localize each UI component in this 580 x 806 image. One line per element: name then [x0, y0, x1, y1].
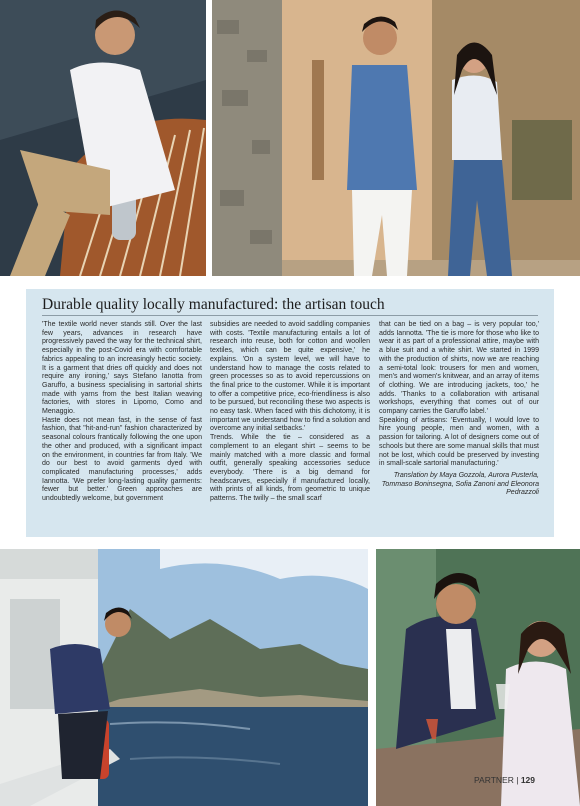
paragraph: subsidies are needed to avoid saddling companies with costs. 'Textile manufacturing entails a lot of research into reuse, both for cotton and woollen textiles, which can be quite expensive,' he explains. 'On a system level, we will have to understand how to manage the costs related to green processes so as to avoid repercussions on the final price to the customer. While it is important to offer a competitive price, eco-friendliness is also to be pursued, but reconciling these two aspects is no easy task. When faced with this dichotomy, it is important we understand how to find a solution and overcome any initial setbacks.'	[210, 321, 370, 433]
photo-man-on-boat	[0, 0, 206, 276]
brand-name: PARTNER	[474, 775, 514, 785]
article-title: Durable quality locally manufactured: the artisan touch	[42, 296, 385, 313]
article-column-3	[379, 321, 539, 498]
paragraph: that can be tied on a bag – is very popular too,' adds Iannotta. 'The tie is more for those who like to wear it as part of a professional attire, maybe with a blue suit and a white shirt. We started in 1999 with the production of shirts, now we are reaching a semi-total look: trousers for men and women, men's and women's knitwear, and an array of items of clothing. We are introducing jackets, too,' he adds. 'Thanks to a collaboration with artisanal workshops, everything that comes out of our company carries the Garuffo label.'	[379, 321, 539, 416]
page-number: 129	[520, 775, 535, 785]
translation-credit: Translation by Maya Gozzola, Aurora Pusterla, Tommaso Boninsegna, Sofia Zanoni and Eleonora Pedrazzoli	[381, 471, 539, 497]
paragraph: Haste does not mean fast, in the sense of fast fashion, that "hit-and-run" fashion characterized by seasonal colours frantically following the one upon the other and produced, with a significant impact on the environment, in countries far from Italy. 'We do our best to avoid garments dyed with complicated manufacturing processes,' adds Iannotta. 'We prefer long-lasting quality garments: fewer but better.' Green approaches are undoubtedly welcome, but government	[42, 416, 202, 503]
title-divider	[42, 315, 538, 316]
paragraph: 'The textile world never stands still. Over the last few years, advances in research have progressively paved the way for the technical shirt, especially in the post-Covid era with comfortable fabrics appealing to an increasingly hectic society. It is a garment that dries off quickly and does not require any ironing,' says Stefano Ianotta from Garuffo, a business specialising in sartorial shirts made with yarns from the best Italian weaving factories, with stores in Lipomo, Como and Menaggio.	[42, 321, 202, 416]
paragraph: Trends. While the tie – considered as a complement to an elegant shirt – seems to be mainly matched with a more classic and formal outfit, generally speaking accessories seduce everybody. 'There is a big demand for headscarves, especially if manufactured locally, with prints of all kinds, from geometric to unique patterns. The twilly – the small scarf	[210, 434, 370, 503]
article-column-1	[42, 321, 202, 504]
article-column-2	[210, 321, 370, 504]
photo-man-on-lake-boat	[0, 549, 368, 806]
photo-couple-walking	[212, 0, 580, 276]
page-footer	[474, 775, 535, 785]
photo-couple-with-wine	[376, 549, 580, 806]
paragraph: Speaking of artisans: 'Eventually, I would love to hire young people, men and women, with a passion for tailoring. A lot of designers come out of schools but there are some manual skills that must not be lost, which could be preserved by investing in small-scale sartorial manufacturing.'	[379, 416, 539, 468]
footer-separator: |	[516, 775, 519, 785]
